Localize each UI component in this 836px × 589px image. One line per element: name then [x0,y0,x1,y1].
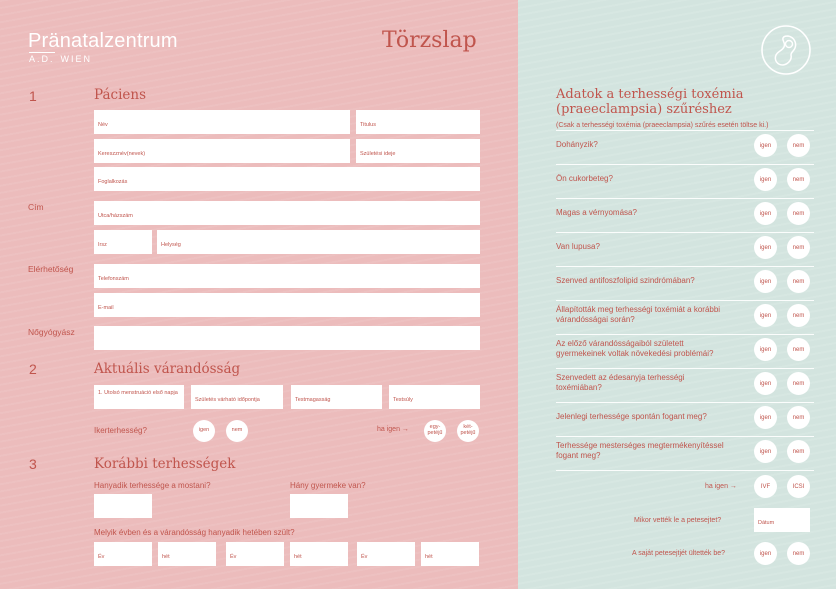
height-label: Testmagasság [295,397,331,403]
occupation-label: Foglalkozás [98,179,128,185]
preeclampsia-question-7: Az előző várandósságaiból született gyermekeinek voltak növekedési problémái? [556,339,714,359]
children-question: Hány gyermeke van? [290,481,366,490]
question-4-no-option[interactable]: nem [787,236,810,259]
brand-sub [29,54,92,64]
question-4-yes-option[interactable]: igen [754,236,777,259]
egg-date-question: Mikor vették le a petesejtet? [634,517,722,524]
street-field[interactable] [94,201,480,225]
egg-date-field[interactable] [754,508,810,532]
birth-date-label: Születési ideje [360,151,396,157]
phone-label: Telefonszám [98,276,129,282]
address-label: Cím [28,202,44,212]
given-name-label: Kereszznév(nevek) [98,151,146,157]
week-label-3: hét [425,554,433,560]
ivf-option[interactable]: IVF [754,475,777,498]
twins-no-option[interactable]: nem [226,420,248,442]
week-field-2[interactable] [290,542,348,566]
question-8-yes-option[interactable]: igen [754,372,777,395]
own-egg-question: A saját petesejtjét ültették be? [632,550,726,557]
name-label: Név [98,122,108,128]
question-1-no-option[interactable]: nem [787,134,810,157]
email-field[interactable] [94,293,480,317]
last-period-field[interactable] [94,385,184,409]
preeclampsia-question-2: Ön cukorbeteg? [556,174,613,183]
title-label: Titulus [360,122,376,128]
preeclampsia-question-1: Dohányzik? [556,140,598,149]
question-9-no-option[interactable]: nem [787,406,810,429]
year-field-1[interactable] [94,542,152,566]
preeclampsia-question-8: Szenvedett az édesanyja terhességi toxémiában? [556,373,685,393]
twins-yes-option[interactable]: igen [193,420,215,442]
question-separator [556,232,814,233]
question-7-yes-option[interactable]: igen [754,338,777,361]
question-separator [556,470,814,471]
question-separator [556,300,814,301]
due-date-label: Születés várható időpontja [195,397,260,403]
section-3-title: Korábbi terhességek [94,456,236,472]
preeclampsia-subtitle: (Csak a terhességi toxémia (praeeclampsia) szűrés esetén töltse ki.) [556,122,769,129]
question-6-no-option[interactable]: nem [787,304,810,327]
phone-field[interactable] [94,264,480,288]
height-field[interactable] [291,385,382,409]
zip-label: Irsz [98,242,107,248]
city-label: Helység [161,242,181,248]
week-field-3[interactable] [421,542,479,566]
brand-city: WIEN [60,54,93,64]
city-field[interactable] [157,230,480,254]
question-5-yes-option[interactable]: igen [754,270,777,293]
section-2-number: 2 [29,361,37,377]
question-8-no-option[interactable]: nem [787,372,810,395]
question-separator [556,198,814,199]
page-title: Törzslap [382,28,477,53]
year-label-3: Év [361,554,368,560]
brand-logo: Pränatalzentrum [28,30,178,52]
question-10-yes-option[interactable]: igen [754,440,777,463]
email-label: E-mail [98,305,114,311]
occupation-field[interactable] [94,167,480,191]
week-field-1[interactable] [158,542,216,566]
question-10-no-option[interactable]: nem [787,440,810,463]
one-egg-option[interactable]: egy-petéjű [424,420,446,442]
brand-ad: A.D. [29,54,55,64]
preeclampsia-question-9: Jelenlegi terhessége spontán fogant meg? [556,412,707,421]
question-separator [556,164,814,165]
week-label-2: hét [294,554,302,560]
own-egg-yes-option[interactable]: igen [754,542,777,565]
question-separator [556,266,814,267]
weight-label: Testsúly [393,397,413,403]
preeclampsia-question-10: Terhessége mesterséges megtermékenyítéssel fogant meg? [556,441,724,461]
question-7-no-option[interactable]: nem [787,338,810,361]
birth-year-question: Melyik évben és a várandósság hanyadik hetében szült? [94,528,295,537]
question-5-no-option[interactable]: nem [787,270,810,293]
title-field[interactable] [356,110,480,134]
icsi-option[interactable]: ICSI [787,475,810,498]
street-label: Utca/házszám [98,213,133,219]
question-2-no-option[interactable]: nem [787,168,810,191]
preeclampsia-question-6: Állapították meg terhességi toxémiát a korábbi várandósságai során? [556,305,721,325]
question-separator [556,368,814,369]
weight-field[interactable] [389,385,480,409]
two-egg-option[interactable]: két-petéjű [457,420,479,442]
name-field[interactable] [94,110,350,134]
preeclampsia-question-5: Szenved antifoszfolipid szindrómában? [556,276,695,285]
given-name-field[interactable] [94,139,350,163]
preeclampsia-question-3: Magas a vérnyomása? [556,208,637,217]
question-separator [556,402,814,403]
year-label-2: Év [230,554,237,560]
question-9-yes-option[interactable]: igen [754,406,777,429]
question-3-no-option[interactable]: nem [787,202,810,225]
section-1-number: 1 [29,88,37,104]
question-1-yes-option[interactable]: igen [754,134,777,157]
question-2-yes-option[interactable]: igen [754,168,777,191]
nth-pregnancy-field[interactable] [94,494,152,518]
right-if-yes: ha igen → [705,483,737,490]
gynecologist-label: Nőgyógyász [28,327,75,337]
year-label-1: Év [98,554,105,560]
gynecologist-field[interactable] [94,326,480,350]
due-date-field[interactable] [191,385,283,409]
zip-field[interactable] [94,230,152,254]
twins-question: Ikerterhesség? [94,426,147,435]
section-2-title: Aktuális várandósság [94,361,241,377]
last-period-label: 1. Utolsó menstruáció első napja [98,390,178,396]
question-6-yes-option[interactable]: igen [754,304,777,327]
egg-date-label: Dátum [758,520,775,526]
children-field[interactable] [290,494,348,518]
preeclampsia-question-4: Van lupusa? [556,242,600,251]
question-separator [556,334,814,335]
question-separator [556,436,814,437]
section-1-title: Páciens [94,87,147,103]
fetus-logo-icon [760,24,812,76]
year-field-2[interactable] [226,542,284,566]
week-label-1: hét [162,554,170,560]
own-egg-no-option[interactable]: nem [787,542,810,565]
birth-date-field[interactable] [356,139,480,163]
question-separator [556,130,814,131]
section-3-number: 3 [29,456,37,472]
question-3-yes-option[interactable]: igen [754,202,777,225]
nth-pregnancy-question: Hanyadik terhessége a mostani? [94,481,211,490]
year-field-3[interactable] [357,542,415,566]
contact-label: Elérhetőség [28,264,74,274]
preeclampsia-title: Adatok a terhességi toxémia (praeeclampsia) szűréshez [556,87,744,117]
twins-if-yes: ha igen → [377,426,409,433]
